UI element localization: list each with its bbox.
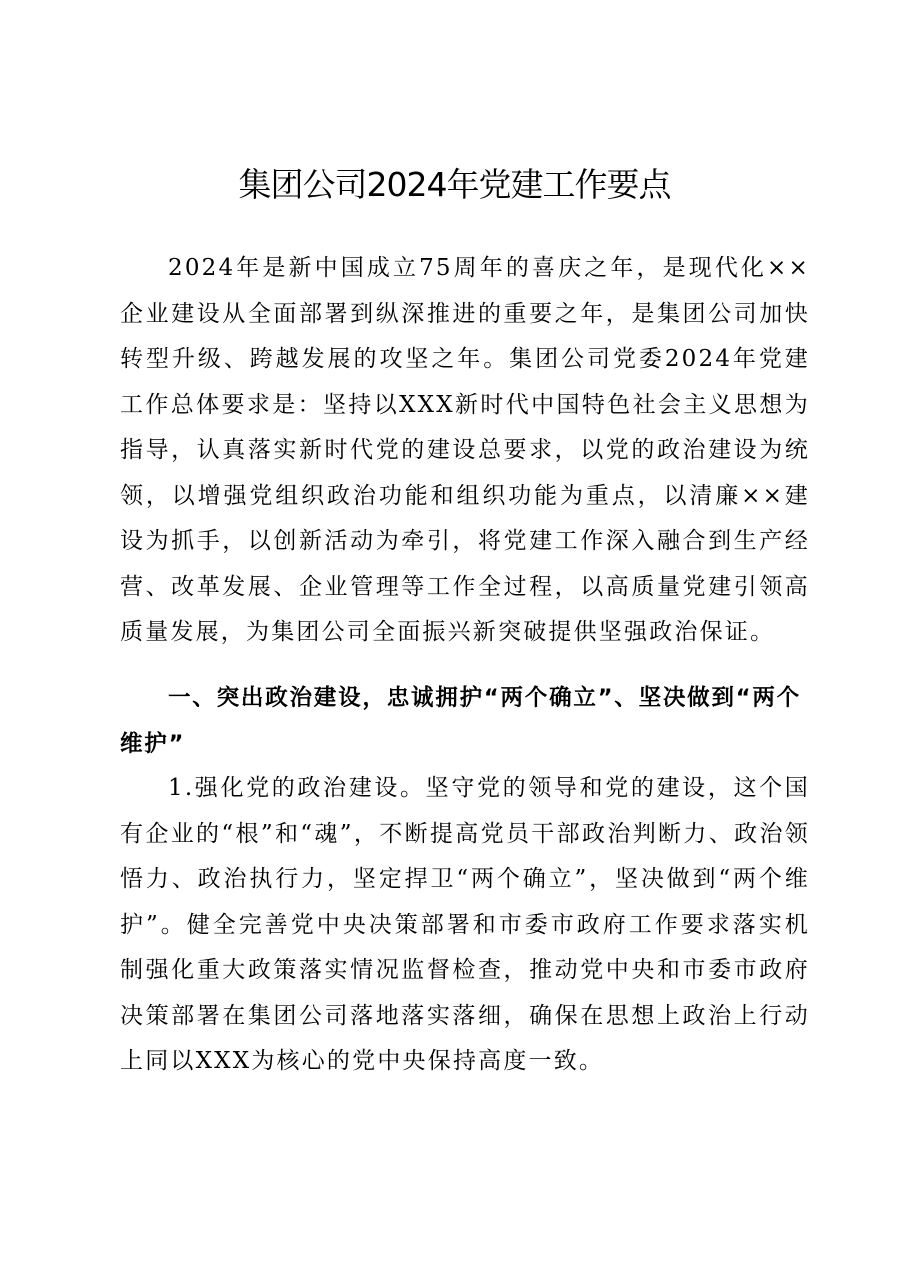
document-title: 集团公司2024年党建工作要点 bbox=[238, 165, 671, 204]
intro-paragraph: 2024年是新中国成立75周年的喜庆之年，是现代化××企业建设从全面部署到纵深推进的重要之年，是集团公司加快转型升级、跨越发展的攻坚之年。集团公司党委2024年党建工作总体要求是：坚持以XXX新时代中国特色社会主义思想为指导，认真落实新时代党的建设总要求，以党的政治建设为统领，以增强党组织政治功能和组织功能为重点，以清廉××建设为抓手，以创新活动为牵引，将党建工作深入融合到生产经营、改革发展、企业管理等工作全过程，以高质量党建引领高质量发展，为集团公司全面振兴新突破提供坚强政治保证。 bbox=[120, 255, 810, 645]
item-paragraph-1: 1.强化党的政治建设。坚守党的领导和党的建设，这个国有企业的“根”和“魂”，不断提高党员干部政治判断力、政治领悟力、政治执行力，坚定捍卫“两个确立”，坚决做到“两个维护”。健全完善党中央决策部署和市委市政府工作要求落实机制强化重大政策落实情况监督检查，推动党中央和市委市政府决策部署在集团公司落地落实落细，确保在思想上政治上行动上同以XXX为核心的党中央保持高度一致。 bbox=[120, 775, 810, 1074]
section-heading-1: 一、突出政治建设，忠诚拥护“两个确立”、坚决做到“两个维护” bbox=[120, 685, 801, 757]
